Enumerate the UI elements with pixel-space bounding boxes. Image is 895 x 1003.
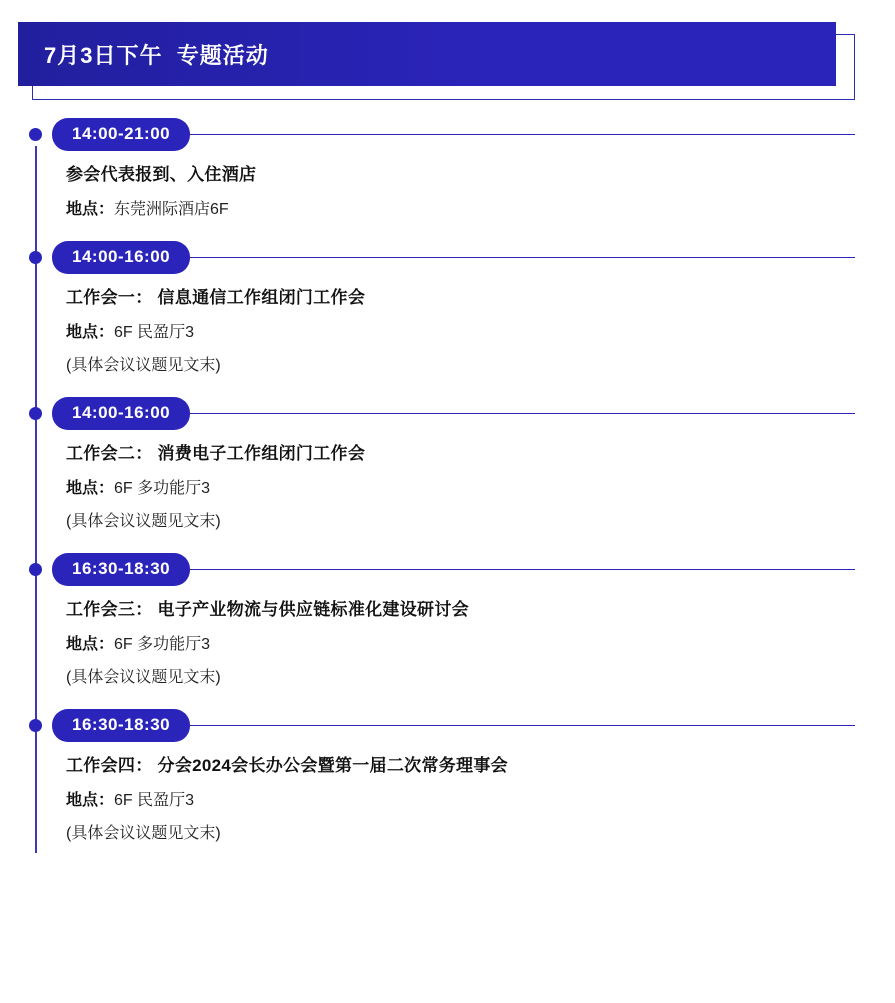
timeline-bullet-icon [29, 563, 42, 576]
timeline-bullet-icon [29, 719, 42, 732]
item-place [66, 475, 895, 498]
time-badge: 14:00-21:00 [52, 118, 190, 151]
time-row [52, 553, 895, 585]
time-badge: 16:30-18:30 [52, 709, 190, 742]
item-place [66, 196, 895, 219]
time-row [52, 709, 895, 741]
timeline-bullet-icon [29, 251, 42, 264]
schedule-timeline [0, 118, 895, 843]
item-title: 工作会一： 信息通信工作组闭门工作会 [66, 288, 366, 307]
schedule-item [0, 553, 895, 687]
schedule-page [0, 22, 895, 1003]
place-value: 6F 民盈厅3 [114, 324, 195, 341]
item-place [66, 787, 895, 810]
item-body [52, 273, 895, 375]
time-divider [184, 413, 855, 414]
header [18, 22, 855, 100]
schedule-item [0, 709, 895, 843]
timeline-bullet-icon [29, 128, 42, 141]
time-divider [184, 257, 855, 258]
item-title: 工作会二： 消费电子工作组闭门工作会 [66, 444, 366, 463]
item-title: 参会代表报到、入住酒店 [66, 165, 257, 184]
schedule-item [0, 397, 895, 531]
timeline-bullet-icon [29, 407, 42, 420]
place-label: 地点： [66, 201, 115, 218]
time-divider [184, 134, 855, 135]
place-label: 地点： [66, 792, 115, 809]
item-title: 工作会四： 分会2024会长办公会暨第一届二次常务理事会 [66, 756, 508, 775]
time-badge: 16:30-18:30 [52, 553, 190, 586]
item-body [52, 585, 895, 687]
item-body [52, 150, 895, 219]
place-label: 地点： [66, 480, 115, 497]
time-divider [184, 725, 855, 726]
place-value: 6F 多功能厅3 [114, 480, 211, 497]
item-place [66, 319, 895, 342]
schedule-item [0, 118, 895, 219]
place-value: 6F 多功能厅3 [114, 636, 211, 653]
item-note: (具体会议议题见文末) [66, 825, 221, 842]
time-badge: 14:00-16:00 [52, 241, 190, 274]
time-badge: 14:00-16:00 [52, 397, 190, 430]
place-label: 地点： [66, 636, 115, 653]
item-note: (具体会议议题见文末) [66, 513, 221, 530]
time-row [52, 241, 895, 273]
item-place [66, 631, 895, 654]
item-body [52, 429, 895, 531]
item-body [52, 741, 895, 843]
place-value: 东莞洲际酒店6F [114, 201, 229, 218]
item-note: (具体会议议题见文末) [66, 357, 221, 374]
schedule-item [0, 241, 895, 375]
place-label: 地点： [66, 324, 115, 341]
time-row [52, 397, 895, 429]
item-note: (具体会议议题见文末) [66, 669, 221, 686]
item-title: 工作会三： 电子产业物流与供应链标准化建设研讨会 [66, 600, 469, 619]
time-row [52, 118, 895, 150]
header-banner [18, 22, 836, 86]
page-title: 7月3日下午 专题活动 [44, 42, 269, 68]
place-value: 6F 民盈厅3 [114, 792, 195, 809]
time-divider [184, 569, 855, 570]
